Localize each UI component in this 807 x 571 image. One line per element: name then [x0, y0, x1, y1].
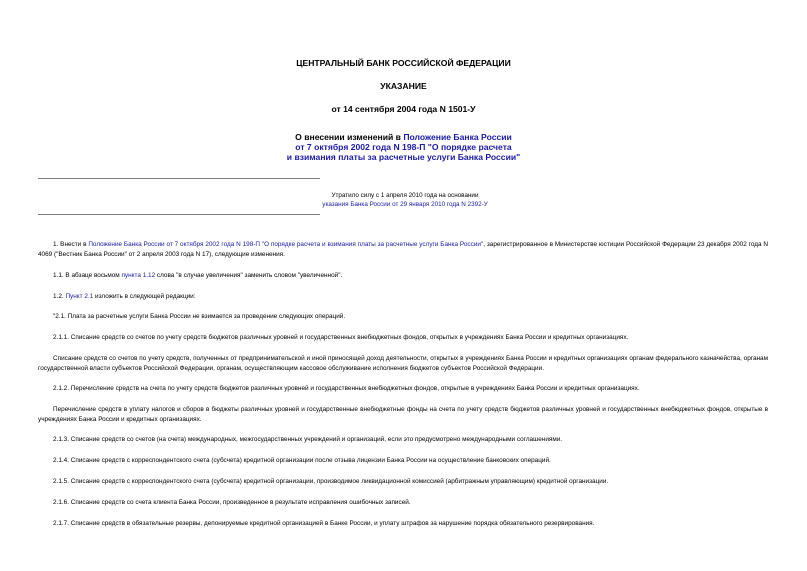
subject-link-date[interactable]: от 7 октября 2002 года N 198-П "О порядке расчета	[295, 142, 512, 152]
expired-note	[300, 191, 510, 209]
org-title: ЦЕНТРАЛЬНЫЙ БАНК РОССИЙСКОЙ ФЕДЕРАЦИИ	[296, 58, 511, 68]
paragraph-2-1-1-b: Списание средств со счетов по учету средств, полученных от предпринимательской и иной приносящей доход деятельности, открытых в учреждениях Банка России и кредитных организациях органам федерального казначейства, органам государственной власти субъектов Российской Федерации, органам, осуществляющим кассовое обслуживание исполнения бюджетов субъектов Российской Федерации.	[38, 355, 768, 372]
paragraph-1-2-prefix: 1.2.	[53, 293, 66, 300]
paragraph-2-1-2-b: Перечисление средств в уплату налогов и сборов в бюджеты различных уровней и государственные внебюджетные фонды на счета по учету средств бюджетов различных уровней и государственных внебюджетных фондов, открытые в учреждениях Банка России и кредитных организациях.	[38, 406, 768, 423]
subject-link-regulation[interactable]: Положение Банка России	[403, 132, 512, 142]
paragraph-1-1-prefix: 1.1. В абзаце восьмом	[53, 272, 122, 279]
paragraph-2-1-2: 2.1.2. Перечисление средств на счета по учету средств бюджетов различных уровней и государственных внебюджетных фондов, открытые в учреждениях Банка России и кредитных организациях.	[53, 385, 640, 392]
paragraph-1-suffix: , зарегистрированное в Министерстве юстиции Российской Федерации 23 декабря 2002 года N 4069 ("Вестник Банка России" от 2 апреля 2003 года N 17), следующие изменения.	[38, 241, 768, 258]
paragraph-2-1-6: 2.1.6. Списание средств со счета клиента Банка России, произведенное в результате исправления ошибочных записей.	[53, 499, 411, 506]
expired-note-link[interactable]: указания Банка России от 29 января 2010 года N 2392-У	[322, 201, 488, 208]
divider-bottom	[38, 214, 320, 215]
divider-top	[38, 178, 320, 179]
paragraph-1-1	[38, 271, 768, 281]
paragraph-2-1-5: 2.1.5. Списание средств с корреспондентского счета (субсчета) кредитной организации, производимое ликвидационной комиссией (арбитражным управляющим) кредитной организации.	[53, 478, 609, 485]
clause-2-1-link[interactable]: Пункт 2.1	[65, 293, 94, 300]
paragraph-1	[38, 240, 768, 259]
paragraph-2-1-1: 2.1.1. Списание средств со счетов по учету средств бюджетов различных уровней и государственных внебюджетных фондов, открытых в учреждениях Банка России и кредитных организациях.	[53, 334, 629, 341]
paragraph-1-prefix: 1. Внести в	[53, 241, 89, 248]
subject-link-title[interactable]: и взимания платы за расчетные услуги Банка России"	[286, 152, 521, 162]
regulation-198p-link[interactable]: Положение Банка России от 7 октября 2002 года N 198-П "О порядке расчета и взимания платы за расчетные услуги Банка России"	[88, 241, 484, 248]
paragraph-1-2-suffix: изложить в следующей редакции:	[93, 293, 196, 300]
doc-date: от 14 сентября 2004 года N 1501-У	[331, 104, 476, 114]
paragraph-1-2	[38, 292, 768, 302]
expired-note-text: Утратило силу с 1 апреля 2010 года на основании	[331, 192, 479, 199]
clause-1-12-link[interactable]: пункта 1.12	[121, 272, 156, 279]
paragraph-2-1-7: 2.1.7. Списание средств в обязательные резервы, депонируемые кредитной организацией в Банке России, и уплату штрафов за нарушение порядка обязательного резервирования.	[53, 520, 595, 527]
paragraph-2-1-3: 2.1.3. Списание средств со счетов (на счета) международных, межгосударственных учреждений и организаций, если это предусмотрено международными соглашениями.	[53, 436, 563, 443]
paragraph-2-1: "2.1. Плата за расчетные услуги Банка России не взимается за проведение следующих операций.	[53, 313, 346, 320]
doc-type-title: УКАЗАНИЕ	[380, 81, 427, 91]
doc-subject-prefix: О внесении изменений в	[295, 132, 404, 142]
paragraph-2-1-4: 2.1.4. Списание средств с корреспондентского счета (субсчета) кредитной организации после отзыва лицензии Банка России на осуществление банковских операций.	[53, 457, 551, 464]
doc-subject	[0, 132, 807, 162]
paragraph-1-1-suffix: слова "в случае увеличения" заменить словом "увеличенной".	[155, 272, 343, 279]
